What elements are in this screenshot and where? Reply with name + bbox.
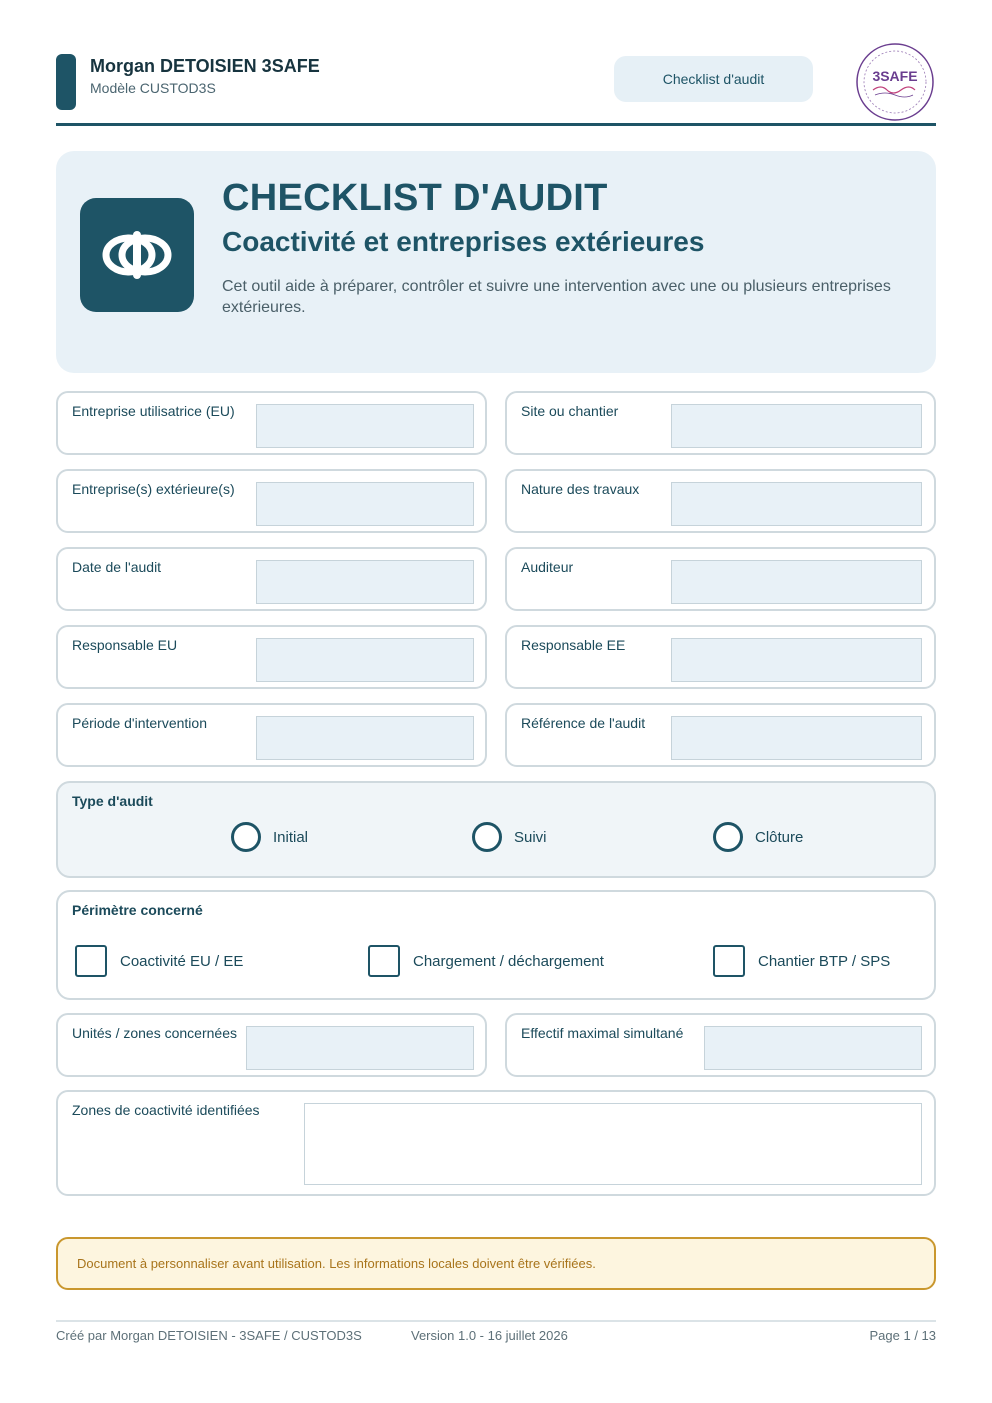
eu-input[interactable]: [256, 404, 474, 448]
radio-cloture[interactable]: [713, 822, 803, 852]
auditor-input[interactable]: [671, 560, 922, 604]
field-eu: [56, 391, 487, 455]
field-period: [56, 703, 487, 767]
field-label: Auditeur: [521, 559, 574, 575]
model-name: Modèle CUSTOD3S: [90, 80, 216, 96]
field-label: Date de l'audit: [72, 559, 162, 575]
page-subtitle: Coactivité et entreprises extérieures: [222, 226, 705, 257]
company-logo: [855, 42, 935, 122]
field-zones: [56, 1090, 936, 1196]
resp-ee-input[interactable]: [671, 638, 922, 682]
field-date: [56, 547, 487, 611]
checkbox-chantier[interactable]: [713, 945, 890, 977]
radio-label: Suivi: [514, 828, 547, 846]
field-resp-ee: [505, 625, 936, 689]
hero-banner: [56, 151, 936, 373]
radio-circle-icon[interactable]: [231, 822, 261, 852]
field-label: Entreprise utilisatrice (EU): [72, 403, 235, 419]
checkbox-chargement[interactable]: [368, 945, 604, 977]
field-label: Entreprise(s) extérieure(s): [72, 481, 235, 497]
checkbox-icon[interactable]: [368, 945, 400, 977]
field-label: Responsable EU: [72, 637, 178, 653]
checkbox-label: Coactivité EU / EE: [120, 952, 244, 970]
units-input[interactable]: [246, 1026, 474, 1070]
zones-textarea[interactable]: [304, 1103, 922, 1185]
nature-input[interactable]: [671, 482, 922, 526]
ref-input[interactable]: [671, 716, 922, 760]
checkbox-icon[interactable]: [713, 945, 745, 977]
radio-suivi[interactable]: [472, 822, 547, 852]
radio-circle-icon[interactable]: [472, 822, 502, 852]
field-site: [505, 391, 936, 455]
radio-circle-icon[interactable]: [713, 822, 743, 852]
checkbox-label: Chantier BTP / SPS: [758, 952, 891, 970]
handshake-icon: [80, 198, 194, 312]
field-ref: [505, 703, 936, 767]
footer-version: Version 1.0 - 16 juillet 2026: [411, 1328, 568, 1343]
perimeter-label: Périmètre concerné: [72, 902, 203, 918]
field-label: Effectif maximal simultané: [521, 1025, 684, 1041]
field-units: [56, 1013, 487, 1077]
checkbox-icon[interactable]: [75, 945, 107, 977]
field-label: Nature des travaux: [521, 481, 640, 497]
field-headcount: [505, 1013, 936, 1077]
ee-input[interactable]: [256, 482, 474, 526]
field-nature: [505, 469, 936, 533]
header-accent-bar: [56, 54, 76, 110]
page-description: Cet outil aide à préparer, contrôler et suivre une intervention avec une ou plusieurs entreprises extérieures.: [222, 278, 891, 316]
radio-initial[interactable]: [231, 822, 308, 852]
field-label: Zones de coactivité identifiées: [72, 1102, 260, 1118]
checkbox-coactivite[interactable]: [75, 945, 243, 977]
author-name: Morgan DETOISIEN 3SAFE: [90, 56, 320, 76]
notice-banner: Document à personnaliser avant utilisation. Les informations locales doivent être vérifiées.: [56, 1237, 936, 1290]
footer-divider: [56, 1320, 936, 1322]
field-label: Responsable EE: [521, 637, 626, 653]
checkbox-label: Chargement / déchargement: [413, 952, 604, 970]
header-divider: [56, 123, 936, 126]
field-ee: [56, 469, 487, 533]
field-resp-eu: [56, 625, 487, 689]
field-label: Unités / zones concernées: [72, 1025, 237, 1041]
field-label: Site ou chantier: [521, 403, 619, 419]
period-input[interactable]: [256, 716, 474, 760]
radio-label: Clôture: [755, 828, 804, 846]
page-title: CHECKLIST D'AUDIT: [222, 177, 608, 219]
field-label: Période d'intervention: [72, 715, 207, 731]
resp-eu-input[interactable]: [256, 638, 474, 682]
field-auditor: [505, 547, 936, 611]
site-input[interactable]: [671, 404, 922, 448]
date-input[interactable]: [256, 560, 474, 604]
radio-label: Initial: [273, 828, 309, 846]
footer-credit: Créé par Morgan DETOISIEN - 3SAFE / CUSTOD3S: [56, 1328, 362, 1343]
field-label: Référence de l'audit: [521, 715, 646, 731]
footer-page-number: Page 1 / 13: [869, 1328, 936, 1343]
document-type-badge: Checklist d'audit: [614, 56, 813, 102]
audit-type-group: [56, 781, 936, 878]
audit-type-label: Type d'audit: [72, 793, 153, 809]
logo-text: 3SAFE: [872, 68, 918, 84]
perimeter-group: [56, 890, 936, 1000]
headcount-input[interactable]: [704, 1026, 922, 1070]
